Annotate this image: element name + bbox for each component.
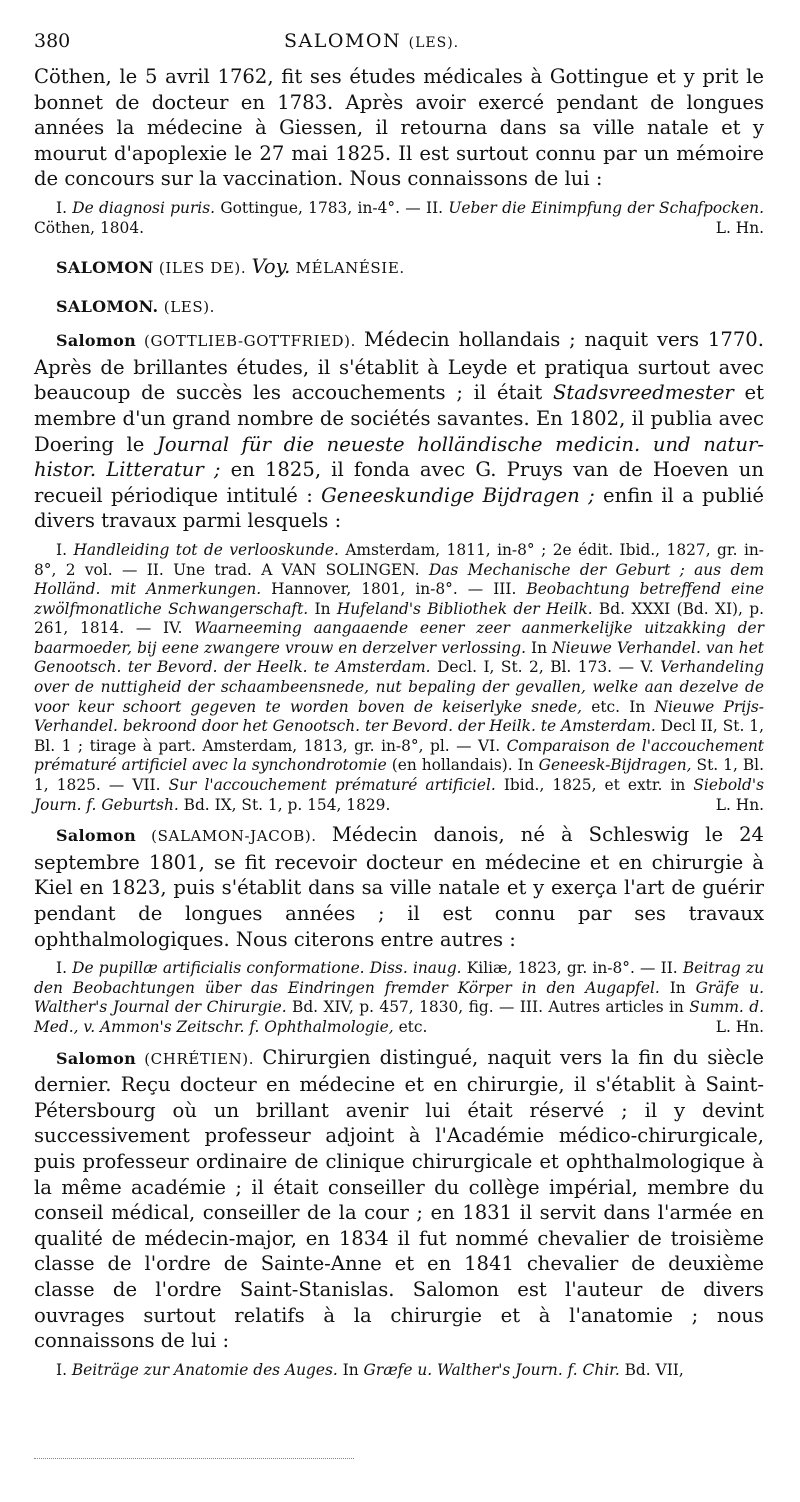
entry-salamon-jacob [34,822,764,952]
bib-text: Cöthen, 1804. [34,218,145,237]
bib-text: (en hollandais). In [386,756,539,775]
bibliography-list-1 [34,199,764,238]
footer-rule [34,1458,354,1459]
bib-text: I. [56,1360,72,1379]
bib-text: In [308,599,337,618]
bib-text: Bd. XXXI (Bd. XI), p. 261, 1814. — IV. [34,599,764,638]
bib-title: Beiträge zur Anatomie des Auges. [71,1360,338,1379]
bib-title: Gräfe u. Walther's Journal der Chirurgie. [34,978,764,1017]
bib-title: De pupillæ artificialis conformatione. Diss. inaug. [72,959,462,978]
bib-title: Das Mechanische der Geburt ; aus dem Holländ. mit Anmerkungen. [34,560,764,599]
bib-text: St. 1, Bl. 1, 1825. — VII. [34,756,764,795]
bib-text: Hannover, 1801, in-8°. — III. [261,580,527,599]
entry-text: en 1825, il fonda avec G. Pruys van de Hoeven un recueil périodique intitulé : [34,458,764,507]
bib-text: Bd. IX, St. 1, p. 154, 1829. [178,795,391,814]
bib-text: Amsterdam, 1811, in-8° ; 2e édit. Ibid., 1827, gr. in-8°, 2 vol. — II. Une trad. A VAN SOLINGEN. [34,540,764,579]
entry-italic: Geneeskundige Bijdragen ; [321,483,595,507]
bib-text: etc. [393,1017,428,1036]
entry-italic: Stadsvreedmester [552,381,734,405]
bib-text: In [525,638,553,657]
bib-title: Beobachtung betreffend eine zwölfmonatliche Schwangerschaft. [34,580,764,618]
entry-name: SALOMON [56,258,154,278]
bib-text: I. [56,198,73,217]
bib-title: Beitrag zu den Beobachtungen über das Eindringen fremder Körper in den Augapfel. [34,959,764,997]
author-signature: L. Hn. [715,795,764,814]
entry-text: et membre d'un grand nombre de sociétés savantes. En 1802, il publia avec Doering le [34,381,764,456]
entry-name: SALOMON. [56,297,159,317]
bib-title: Hufeland's Bibliothek der Heilk. [336,599,593,618]
bib-title: Waarneeming aangaaende eener zeer aanmerkelijke uitzakking der baarmoeder, bij eene zwangere vrouw en derzelver verlossing. [34,619,764,657]
entry-given-names: (SALAMON-JACOB). [136,827,332,846]
bib-text: Gottingue, 1783, in-4°. — II. [215,198,449,217]
bib-title: Comparaison de l'accouchement prématuré artificiel avec la synchondrotomie [34,736,764,775]
bib-title: Sur l'accouchement prématuré artificiel. [168,776,496,795]
bibliography-list-2 [34,541,764,815]
bib-title: Græfe u. Walther's Journ. f. Chir. [363,1360,620,1379]
bib-text: In [659,978,696,997]
entry-italic: Journal für die neueste holländische medicin. und natur-histor. Litteratur ; [34,432,764,482]
bib-title: Handleiding tot de verlooskunde. [73,540,339,559]
bib-text: Decl II, St. 1, Bl. 1 ; tirage à part. Amsterdam, 1813, gr. in-8°, pl. — VI. [34,717,764,755]
heading-entry [34,293,764,320]
bib-text: Decl. I, St. 2, Bl. 173. — V. [430,658,661,677]
bib-text: I. [56,959,73,978]
bib-text: Bd. VII, [619,1360,684,1379]
entry-text: Médecin danois, né à Schleswig le 24 septembre 1801, se fit recevoir docteur en médecine et en chirurgie à Kiel en 1823, puis s'établit dans sa ville natale et y exerça l'art de guérir pendant de longues années ; il est connu par ses travaux ophthalmologiques. Nous citerons entre autres : [34,823,765,951]
entry-text: Médecin hollandais ; naquit vers 1770. Après de brillantes études, il s'établit à Leyde et pratiqua surtout avec beaucoup de succès les accouchements ; il était [34,328,764,405]
running-header [34,30,764,64]
bibliography-list-3 [34,959,764,1037]
cross-reference-entry [34,254,764,281]
bib-text: In [337,1360,364,1379]
bib-title: De diagnosi puris. [72,198,216,217]
entry-chretien [34,1045,764,1354]
running-title [284,30,459,52]
bib-title: Ueber die Einimpfung der Schafpocken. [448,198,764,217]
author-signature: L. Hn. [715,1017,764,1036]
bib-title: Nieuwe Prijs-Verhandel. bekroond door het Genootsch. ter Bevord. der Heilk. te Amsterdam. [34,697,764,736]
bib-text: Ibid., 1825, et extr. in [495,776,694,795]
bib-title: Summ. d. Med., v. Ammon's Zeitschr. f. Ophthalmologie, [34,998,764,1036]
entry-qualifier: (ILES DE). [153,259,252,278]
entry-text: enfin il a publié divers travaux parmi lesquels : [34,483,764,533]
entry-name: Salomon [56,826,137,846]
voy-label: Voy. [251,255,291,279]
bib-text: I. [56,540,74,559]
entry-text: Chirurgien distingué, naquit vers la fin du siècle dernier. Reçu docteur en médecine et en chirurgie, il s'établit à Saint-Pétersbourg où un brillant avenir lui était réservé ; il y devint successivement professeur adjoint à l'Académie médico-chirurgicale, puis professeur ordinaire de clinique chirurgicale et ophthalmologique à la même académie ; il était conseiller du collège impérial, membre du conseil médical, conseiller de la cour ; en 1831 il servit dans l'armée en qualité de médecin-major, en 1834 il fut nommé chevalier de troisième classe de l'ordre de Sainte-Anne et en 1841 chevalier de deuxième classe de l'ordre Saint-Stanislas. Salomon est l'auteur de divers ouvrages surtout relatifs à la chirurgie et à l'anatomie ; nous connaissons de lui : [34,1045,765,1353]
bib-text: Bd. XIV, p. 457, 1830, fig. — III. Autres articles in [286,998,690,1017]
running-title-main: SALOMON [284,30,402,52]
entry-name: Salomon [56,1048,137,1068]
running-title-sub: (LES). [408,35,460,51]
bib-title: Siebold's Journ. f. Geburtsh. [34,776,764,814]
entry-given-names: (CHRÉTIEN). [136,1049,263,1068]
page-number: 380 [34,30,71,52]
bib-title: Verhandeling over de nuttigheid der schaambeensnede, nut bepaling der gevallen, welke aan dezelve de voor keur schoort gegeven te worden boven de keiserlyke snede, [34,658,765,716]
bib-text: Kiliæ, 1823, gr. in-8°. — II. [461,959,683,978]
entry-name: Salomon [56,331,137,351]
continued-paragraph: Cöthen, le 5 avril 1762, fit ses études médicales à Gottingue et y prit le bonnet de docteur en 1783. Après avoir exercé pendant de longues années la médecine à Giessen, il retourna dans sa ville natale et y mourut d'apoplexie le 27 mai 1825. Il est surtout connu par un mémoire de concours sur la vaccination. Nous connaissons de lui : [34,65,764,191]
author-signature: L. Hn. [715,218,764,237]
bibliography-list-4 [34,1361,764,1381]
bib-text: etc. In [581,697,655,716]
bib-title: Nieuwe Verhandel. van het Genootsch. ter Bevord. der Heelk. te Amsterdam. [34,638,764,677]
bib-title: Geneesk-Bijdragen, [538,756,692,775]
entry-gottlieb-gottfried [34,327,764,534]
entry-qualifier: (LES). [158,298,216,317]
entry-given-names: (GOTTLIEB-GOTTFRIED). [136,332,364,351]
cross-reference-target: MÉLANÉSIE. [290,259,405,278]
